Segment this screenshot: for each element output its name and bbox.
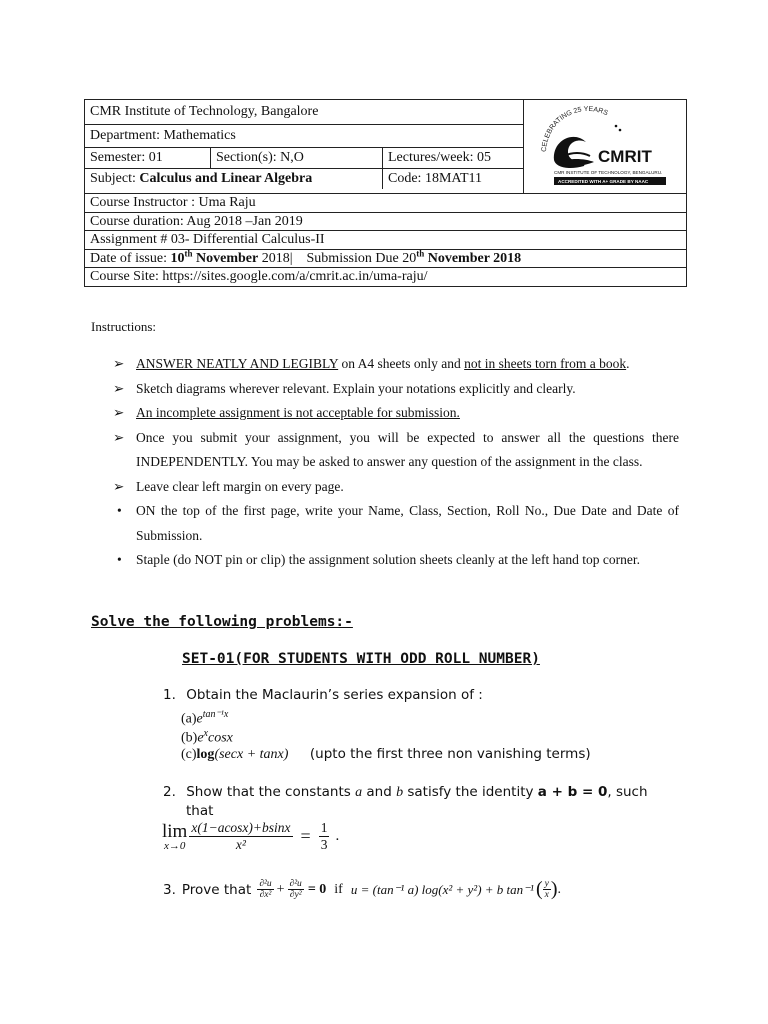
course-duration: Course duration: Aug 2018 –Jan 2019 (90, 213, 303, 229)
instruction-emphasis: ANSWER NEATLY AND LEGIBLY (136, 356, 339, 371)
question-2-cont: that (186, 803, 214, 819)
var-b: b (396, 785, 404, 800)
issue-year: 2018| (258, 250, 293, 266)
instruction-emphasis-2: not in sheets torn from a book (464, 356, 627, 371)
period: . (335, 828, 340, 844)
arrow-bullet-icon: ➢ (113, 478, 125, 494)
part-label: (c) (181, 747, 197, 762)
list-item (113, 475, 679, 500)
course-header-table (84, 99, 687, 287)
rhs-numerator: 1 (320, 820, 328, 835)
question-text: Show that the constants (186, 784, 356, 800)
question-number: 1. (163, 687, 176, 703)
question-1 (163, 687, 483, 703)
question-number: 2. (163, 784, 176, 800)
subject-name: Calculus and Linear Algebra (139, 171, 313, 186)
list-item (113, 377, 679, 402)
limit-expression (162, 820, 339, 853)
subject-row (85, 168, 523, 189)
due-label: Submission Due 20 (306, 250, 417, 266)
numerator: ∂²u (289, 879, 302, 889)
instructions-list (113, 352, 679, 573)
lectures-per-week: Lectures/week: 05 (382, 148, 523, 168)
log-fn: log (196, 747, 215, 762)
logo-badge-text: ACCREDITED WITH A+ GRADE BY NAAC (558, 179, 649, 184)
equals-sign: = (300, 826, 311, 846)
denominator: ∂y² (289, 890, 302, 900)
due-date: November 2018 (427, 250, 522, 266)
site-row (85, 267, 686, 286)
instruction-text: ON the top of the first page, write your Name, Class, Section, Roll No., Due Date and Date of Submission. (136, 503, 679, 543)
text-and: and (362, 784, 397, 800)
institute-row (85, 100, 523, 124)
dates-row (85, 249, 686, 268)
instruction-period: . (626, 356, 630, 371)
paren-open: ( (535, 878, 543, 900)
var-a: a (355, 785, 363, 800)
logo-brand-text: CMRIT (598, 147, 652, 166)
denominator: x (544, 890, 549, 900)
d2u-dx2 (257, 879, 273, 900)
instruction-text: Once you submit your assignment, you will be expected to answer all the questions there INDEPENDENTLY. You may be asked to answer any question of the assignment in the class. (136, 429, 679, 469)
period: . (557, 881, 561, 897)
lim-subscript: x→0 (163, 839, 186, 852)
assignment-row (85, 230, 686, 249)
question-text-post: , such (607, 784, 648, 800)
issue-label: Date of issue: (90, 250, 167, 266)
swan-logo-icon (524, 100, 686, 188)
y-over-x (543, 879, 551, 900)
question-number: 3. (163, 881, 176, 898)
if-text: if (334, 881, 343, 897)
semester: Semester: 01 (90, 150, 163, 165)
semester-row (85, 147, 523, 168)
list-item (113, 426, 679, 475)
instruction-text: Leave clear left margin on every page. (136, 478, 344, 494)
sections: Section(s): N,O (210, 148, 382, 168)
course-code: Code: 18MAT11 (382, 169, 523, 189)
question-1a (181, 709, 228, 728)
due-day-suffix: th (416, 249, 425, 258)
arrow-bullet-icon: ➢ (113, 405, 125, 420)
rhs-fraction (319, 820, 330, 853)
identity: a + b = 0 (537, 784, 608, 800)
set-heading: SET-01(FOR STUDENTS WITH ODD ROLL NUMBER) (182, 651, 540, 667)
issue-day: 10 (170, 250, 185, 266)
expr: e (197, 730, 204, 746)
denominator: x² (235, 837, 246, 852)
d2u-dy2 (288, 879, 304, 900)
arrow-bullet-icon: ➢ (113, 356, 125, 371)
issue-day-suffix: th (184, 249, 193, 258)
course-instructor: Course Instructor : Uma Raju (90, 195, 256, 210)
question-1b (181, 728, 233, 747)
arrow-bullet-icon: ➢ (113, 429, 125, 445)
limit-fraction (189, 820, 292, 853)
instruction-text: An incomplete assignment is not acceptable for submission. (136, 405, 460, 420)
part-note: (upto the first three non vanishing terms) (309, 746, 591, 762)
logo-subtitle-text: CMR INSTITUTE OF TECHNOLOGY, BENGALURU. (554, 170, 663, 175)
rhs-denominator: 3 (320, 837, 328, 852)
expr: (secx + tanx) (214, 747, 289, 762)
svg-text:CELEBRATING 25 YEARS (541, 106, 609, 152)
paren-close: ) (550, 878, 558, 900)
list-item (113, 401, 679, 426)
duration-row (85, 212, 686, 231)
course-site: Course Site: https://sites.google.com/a/cmrit.ac.in/uma-raju/ (90, 269, 428, 284)
question-text: Obtain the Maclaurin’s series expansion of : (186, 687, 483, 703)
question-text: Prove that (181, 881, 252, 898)
limit (162, 822, 187, 852)
denominator: ∂x² (259, 890, 272, 900)
expr-exponent: x (203, 728, 208, 739)
numerator: x(1−acosx)+bsinx (191, 820, 291, 835)
subject-label: Subject: (90, 171, 136, 186)
plus-sign: + (276, 881, 285, 897)
lim-text: lim (162, 820, 188, 842)
arrow-bullet-icon: ➢ (113, 380, 125, 396)
numerator: y (544, 879, 549, 889)
list-item (113, 352, 679, 377)
problems-heading: Solve the following problems:- (91, 614, 353, 630)
list-item (113, 499, 679, 548)
instruction-text: Sketch diagrams wherever relevant. Explain your notations explicitly and clearly. (136, 380, 576, 396)
subject (85, 169, 382, 189)
u-expression: u = (tan⁻¹ a) log(x² + y²) + b tan⁻¹ (350, 881, 534, 897)
question-1c (181, 746, 591, 763)
part-label: (b) (181, 730, 198, 746)
dot-bullet-icon: • (117, 503, 122, 518)
assignment-title: Assignment # 03- Differential Calculus-II (90, 232, 325, 247)
instruction-text: Staple (do NOT pin or clip) the assignment solution sheets cleanly at the left hand top corner. (136, 552, 641, 567)
issue-month: November (196, 250, 259, 266)
issue-and-due-dates (85, 250, 521, 268)
logo-arc-text: CELEBRATING 25 YEARS (540, 105, 609, 153)
expr: e (196, 711, 203, 727)
department: Department: Mathematics (90, 128, 236, 143)
instruction-text: on A4 sheets only and (338, 356, 465, 371)
list-item (113, 548, 679, 573)
department-row (85, 124, 523, 147)
cmrit-logo (523, 100, 686, 193)
part-label: (a) (181, 711, 197, 727)
question-text-mid: satisfy the identity (403, 784, 538, 800)
dot-bullet-icon: • (117, 552, 122, 567)
question-2 (163, 784, 648, 801)
institute-name: CMR Institute of Technology, Bangalore (90, 104, 319, 119)
expr-exponent: tan⁻¹x (202, 709, 229, 720)
expr-rest: cosx (208, 730, 233, 746)
instructions-title: Instructions: (91, 319, 156, 334)
numerator: ∂²u (259, 879, 272, 889)
instructor-row (85, 193, 686, 212)
question-3 (163, 878, 561, 901)
equals-zero: = 0 (307, 881, 327, 897)
